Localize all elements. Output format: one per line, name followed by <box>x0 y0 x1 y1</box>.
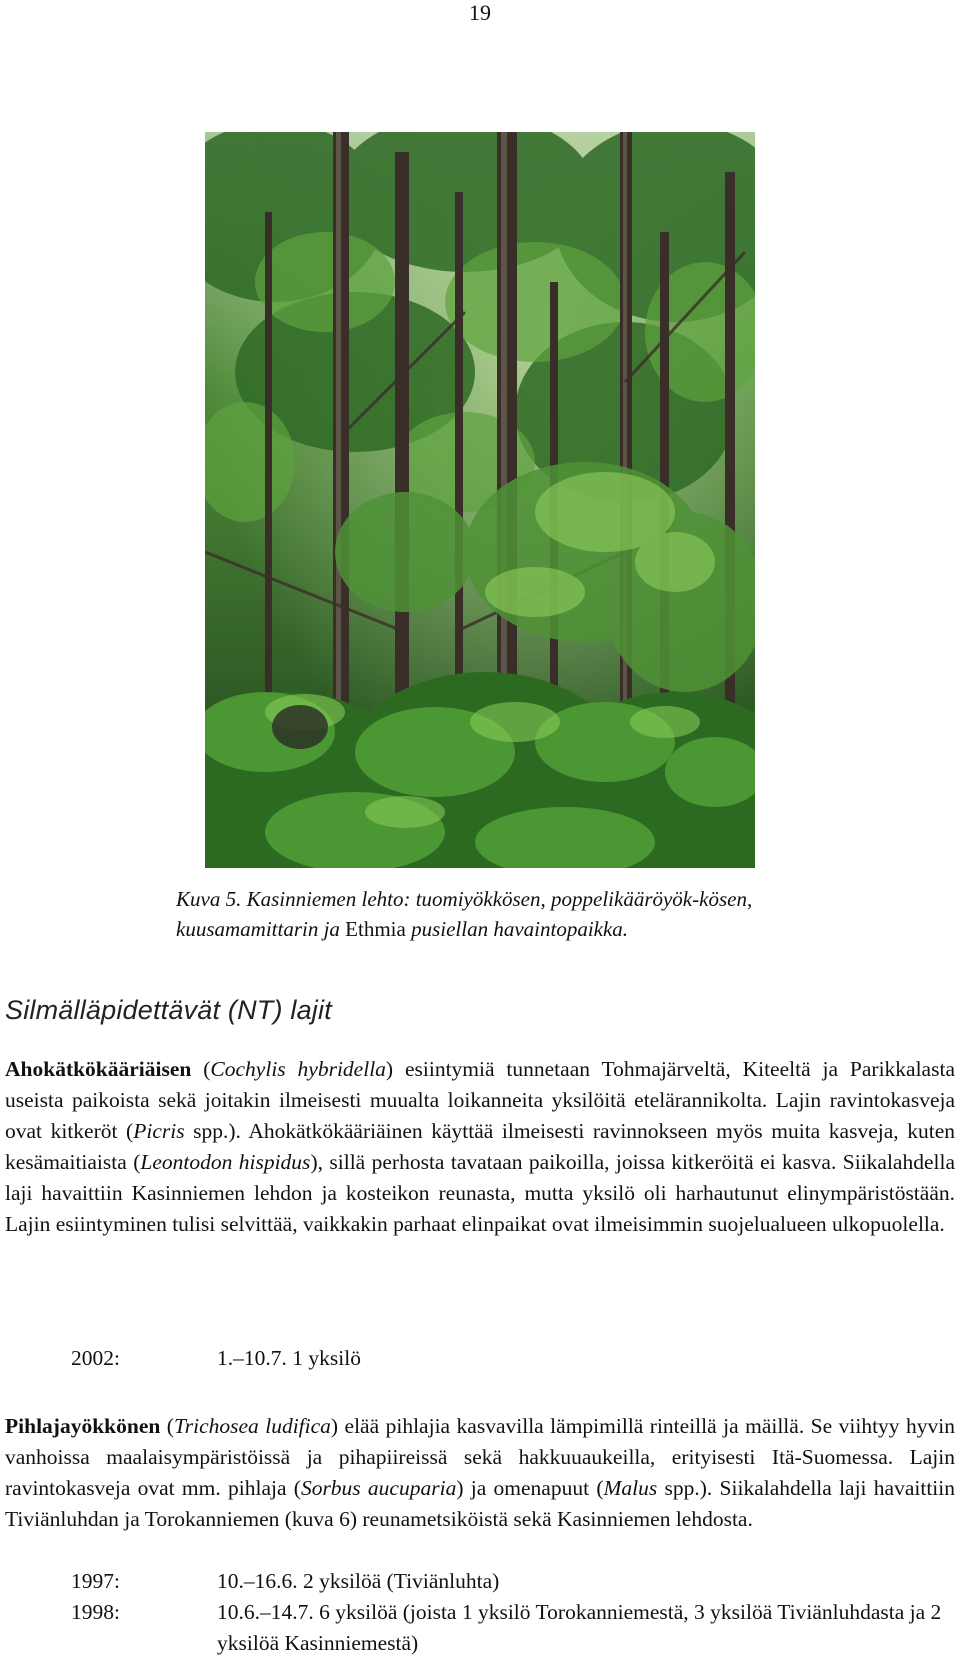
latin-name: Trichosea ludifica <box>173 1414 331 1438</box>
paragraph-text: ) esiintymiä tunnetaan Tohmajärveltä, Kiteeltä ja Parikkalasta useista paikoista sekä joitakin ilmeisesti muualta loikanneita yksilöitä etelärannikolta. Lajin ravintokasveja ovat kitkeröt ( <box>5 1057 955 1143</box>
paragraph-text: ) ja omenapuut ( <box>456 1476 604 1500</box>
caption-text-2: pusiellan havaintopaikka. <box>405 917 629 941</box>
paragraph-text: ), sillä perhosta tavataan paikoilla, joissa kitkeröitä ei kasva. Siikalahdella laji havaittiin Kasinniemen lehdon ja kosteikon reunasta, mutta yksilö oli harhautunut elinympäristöstään. Lajin esiintyminen tulisi selvittää, vaikkakin parhaat elinpaikat ovat ilmeisimmin suojelualueen ulkopuolella. <box>5 1150 956 1236</box>
observation-text: 1.–10.7. 1 yksilö <box>217 1346 361 1370</box>
paragraph-text: spp.). Ahokätkökääriäinen käyttää ilmeisesti ravinnokseen myös muita kasveja, kuten kesämaitiaista ( <box>5 1119 955 1174</box>
latin-name: Sorbus aucuparia <box>300 1476 457 1500</box>
observation-text: 10.–16.6. 2 yksilöä (Tiviänluhta) <box>217 1569 500 1593</box>
latin-name: Cochylis hybridella <box>210 1057 386 1081</box>
species-paragraph-2 <box>5 1411 955 1535</box>
forest-illustration <box>205 132 755 868</box>
species-paragraph-1 <box>5 1054 955 1240</box>
paren-open: ( <box>160 1414 174 1438</box>
species-name: Ahokätkökääriäisen <box>5 1057 192 1081</box>
paragraph-text: spp.). Siikalahdella laji havaittiin Tiviänluhdan ja Torokanniemen (kuva 6) reunametsiköistä sekä Kasinniemen lehdosta. <box>5 1476 955 1531</box>
figure-caption <box>176 884 796 944</box>
paragraph-text: ) elää pihlajia kasvavilla lämpimillä rinteillä ja mäillä. Se viihtyy hyvin vanhoissa maalaisympäristöissä ja pihapiireissä sekä hakkuuaukeilla, erityisesti Itä-Suomessa. Lajin ravintokasveja ovat mm. pihlaja ( <box>5 1414 955 1500</box>
observation-year: 1998: <box>71 1600 120 1624</box>
forest-photo <box>205 132 755 868</box>
latin-name: Picris <box>133 1119 185 1143</box>
observation-year: 1997: <box>71 1569 120 1593</box>
latin-name: Leontodon hispidus <box>140 1150 311 1174</box>
observation-year: 2002: <box>71 1346 120 1370</box>
section-heading: Silmälläpidettävät (NT) lajit <box>5 995 332 1025</box>
paren-open: ( <box>191 1057 211 1081</box>
page-number: 19 <box>469 0 491 25</box>
observation-text: 10.6.–14.7. 6 yksilöä (joista 1 yksilö Torokanniemestä, 3 yksilöä Tiviänluhdasta ja 2 yksilöä Kasinniemestä) <box>217 1600 942 1655</box>
caption-text-1: Kuva 5. Kasinniemen lehto: tuomiyökkösen, poppelikääröyök-kösen, kuusamamittarin ja <box>176 887 753 941</box>
caption-species: Ethmia <box>345 917 406 941</box>
latin-name: Malus <box>603 1476 658 1500</box>
species-name: Pihlajayökkönen <box>5 1414 161 1438</box>
